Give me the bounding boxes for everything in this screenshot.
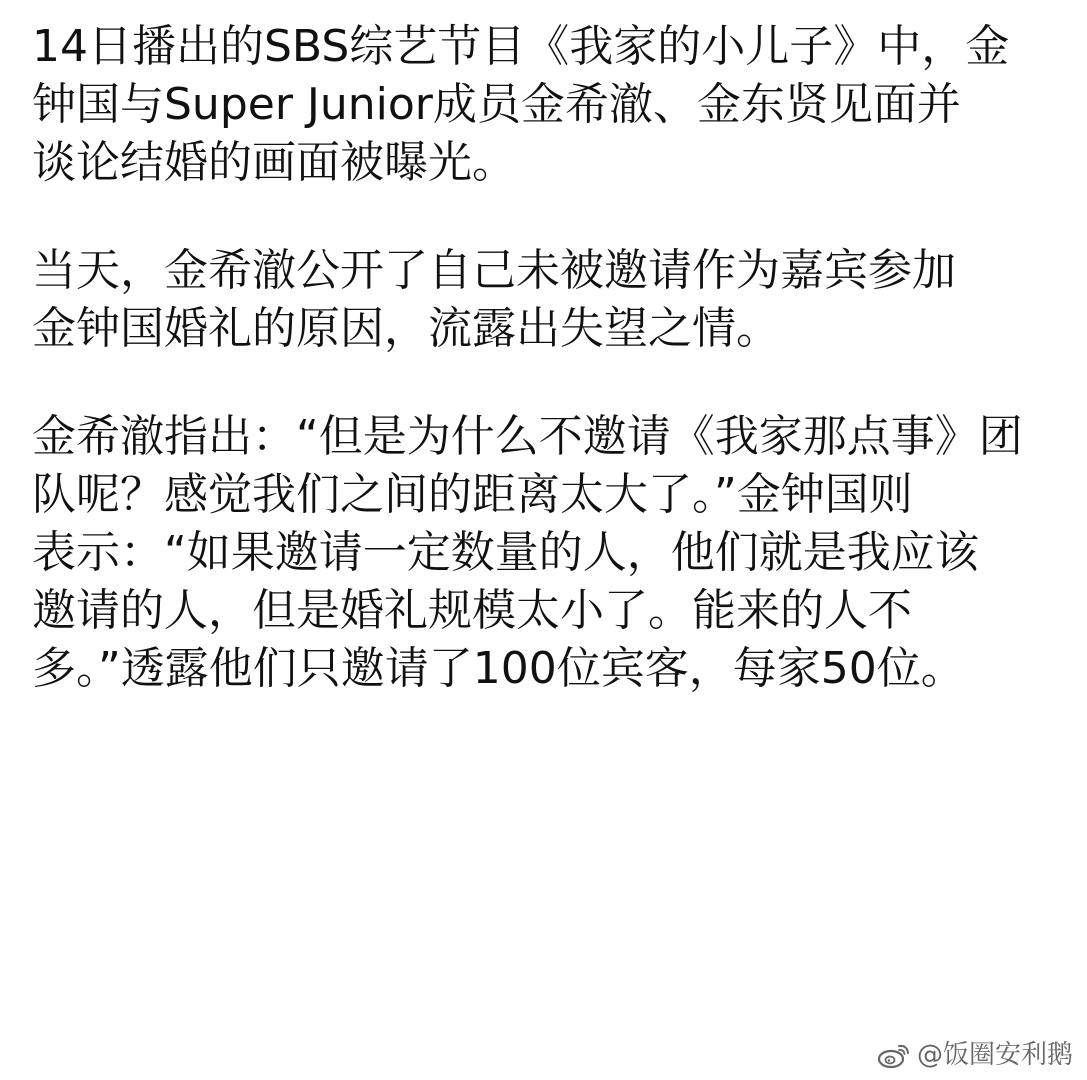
paragraph-line: 表示：“如果邀请一定数量的人，他们就是我应该 — [32, 527, 979, 578]
article-body — [32, 18, 1072, 748]
paragraph-line: 队呢？感觉我们之间的距离太大了。”金钟国则 — [32, 469, 913, 520]
watermark-text: @饭圈安利鹅 — [916, 1040, 1073, 1070]
paragraph-line: 谈论结婚的画面被曝光。 — [32, 137, 516, 188]
paragraph-line: 金希澈指出：“但是为什么不邀请《我家那点事》团 — [32, 411, 1023, 462]
paragraph-line: 当天，金希澈公开了自己未被邀请作为嘉宾参加 — [32, 245, 956, 296]
paragraph-line: 14日播出的SBS综艺节目《我家的小儿子》中，金 — [32, 21, 1010, 72]
weibo-logo-icon — [877, 1041, 911, 1069]
paragraph-line: 金钟国婚礼的原因，流露出失望之情。 — [32, 303, 780, 354]
paragraph-1 — [32, 18, 1072, 192]
weibo-watermark — [877, 1040, 1073, 1070]
paragraph-2 — [32, 242, 1072, 358]
paragraph-line: 邀请的人，但是婚礼规模太小了。能来的人不 — [32, 585, 912, 636]
paragraph-line: 多。”透露他们只邀请了100位宾客，每家50位。 — [32, 643, 965, 694]
paragraph-line: 钟国与Super Junior成员金希澈、金东贤见面并 — [32, 79, 961, 130]
paragraph-3 — [32, 408, 1072, 698]
